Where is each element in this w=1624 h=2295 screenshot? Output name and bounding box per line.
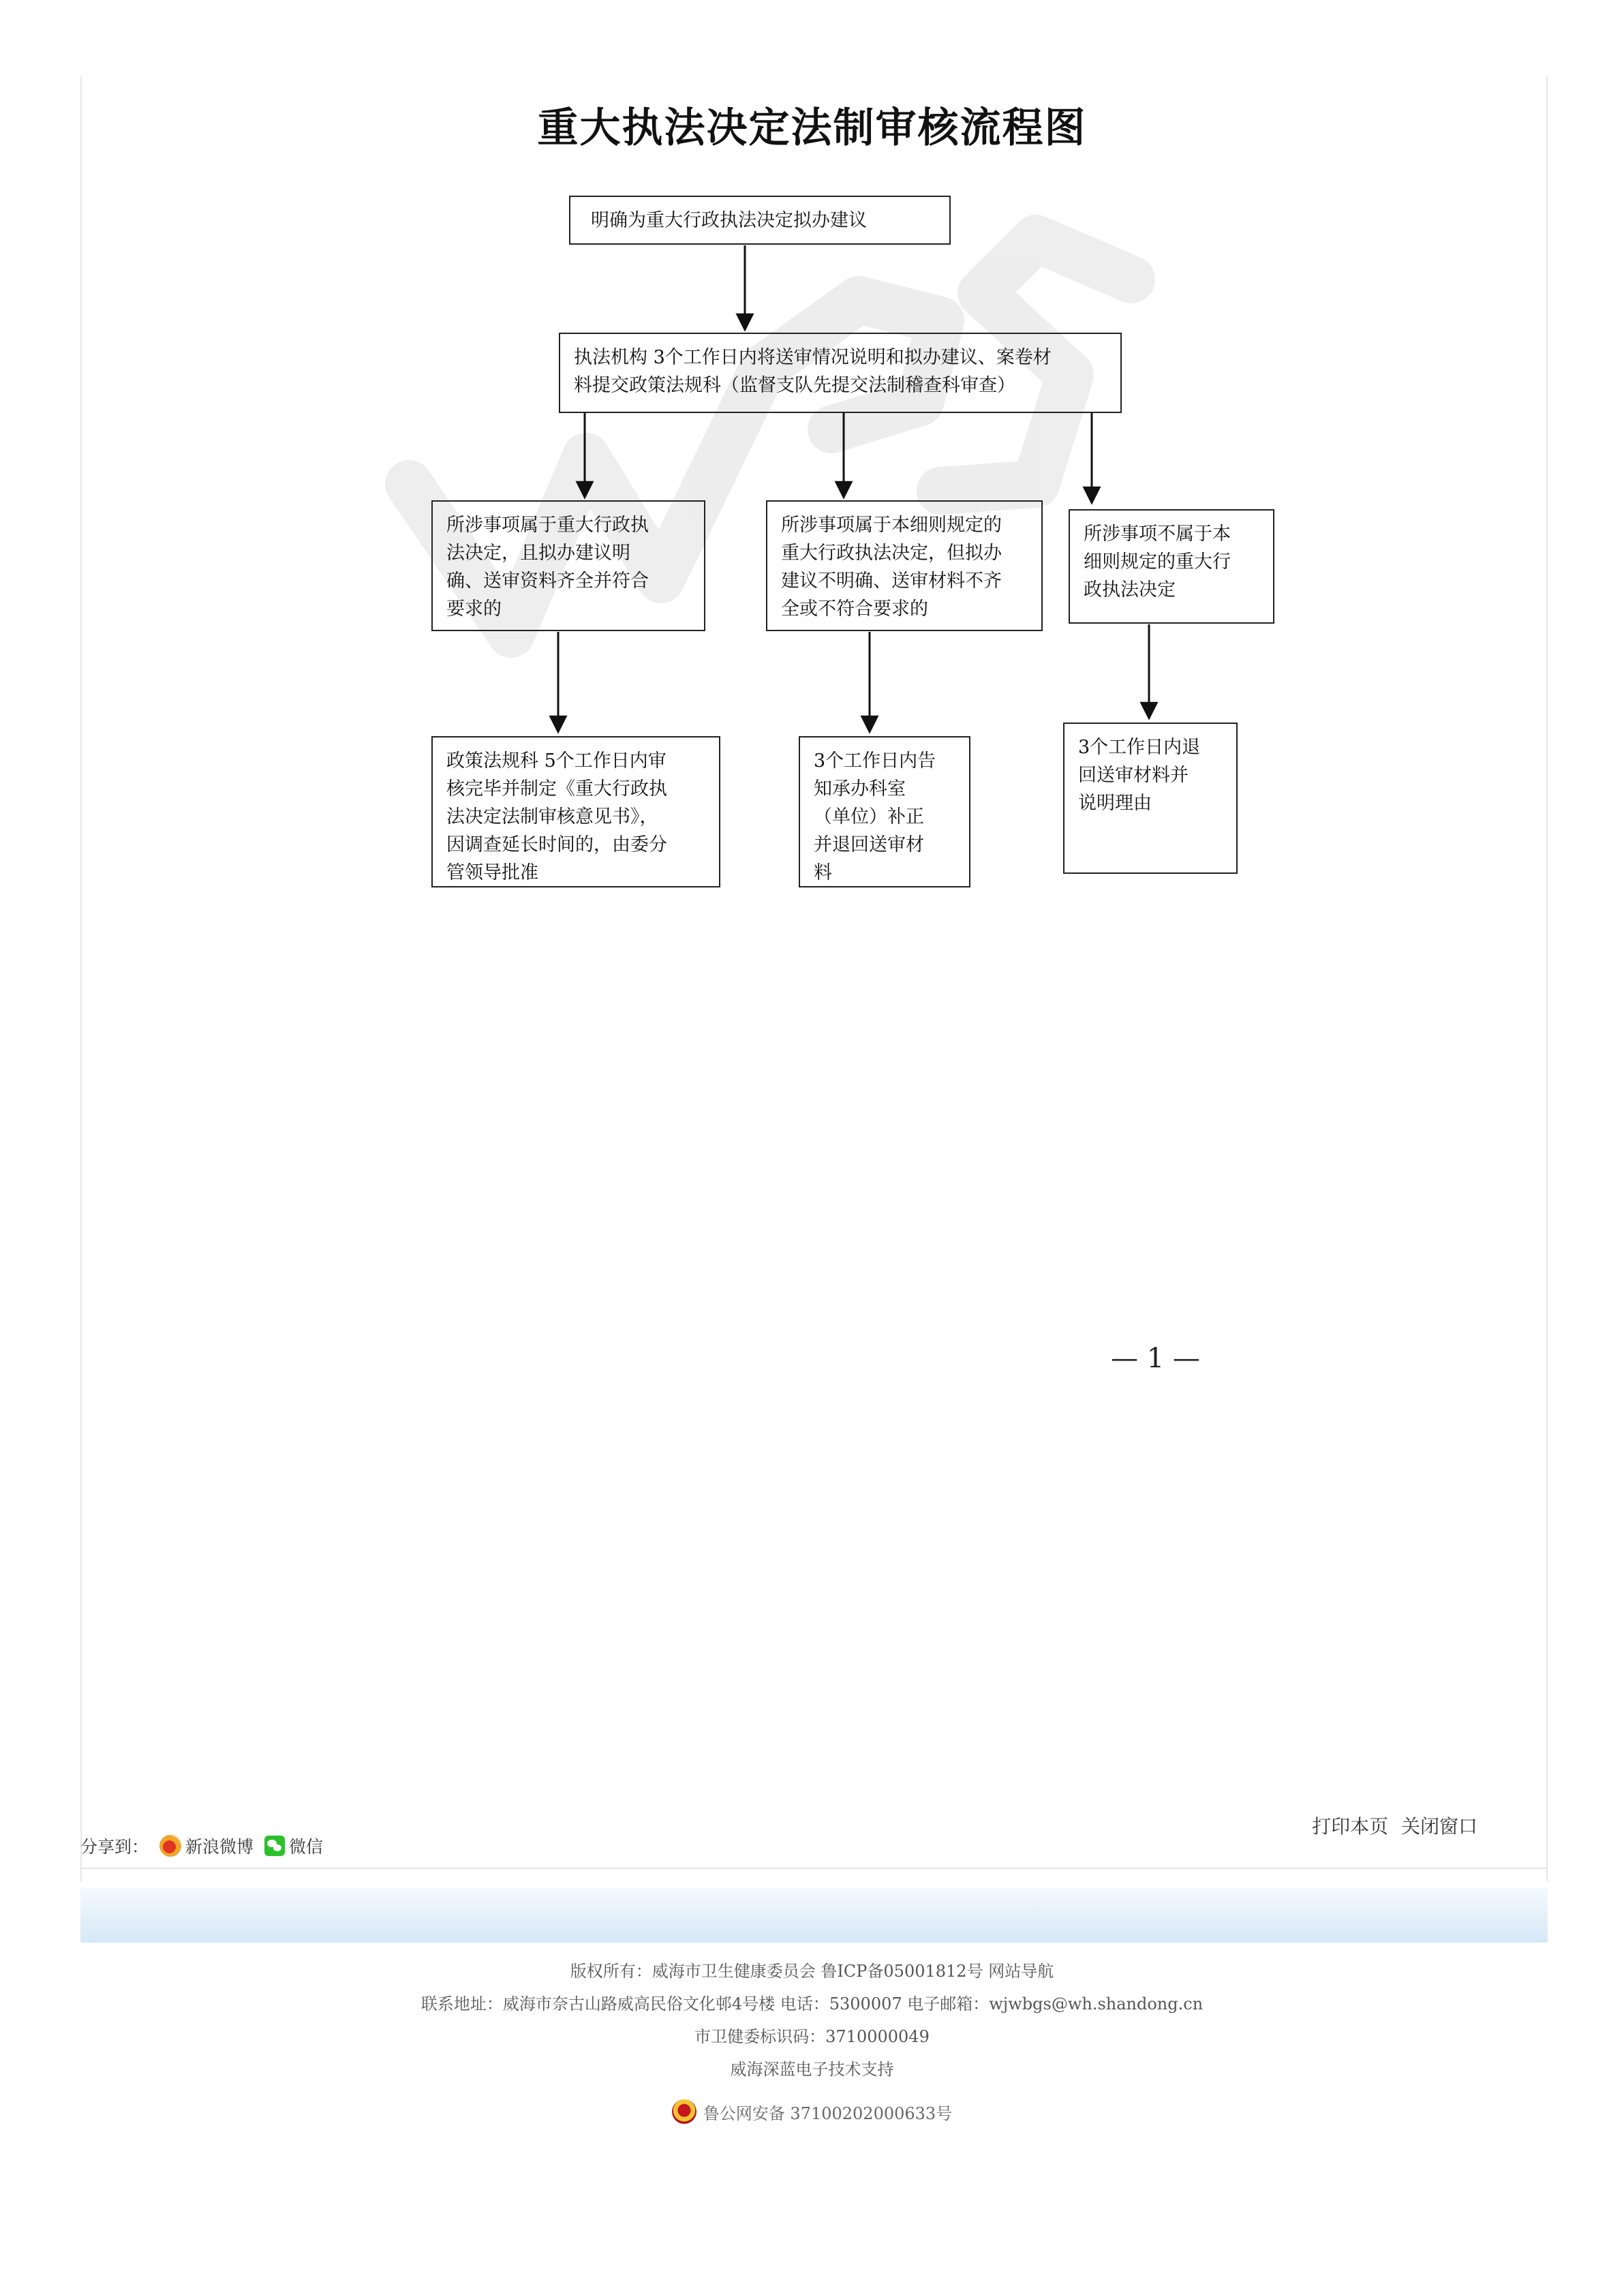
page-actions bbox=[1305, 1812, 1477, 1839]
site-footer bbox=[0, 1955, 1624, 2086]
close-window-link[interactable]: 关闭窗口 bbox=[1400, 1815, 1477, 1838]
police-record-text: 鲁公网安备 37100202000633号 bbox=[703, 2103, 953, 2123]
page-title: 重大执法决定法制审核流程图 bbox=[537, 104, 1087, 152]
flow-node-result-c: 3个工作日内退 回送审材料并 说明理由 bbox=[1063, 723, 1238, 874]
wechat-icon bbox=[264, 1836, 285, 1856]
flow-node-submit: 执法机构 3个工作日内将送审情况说明和拟办建议、案卷材 料提交政策法规科（监督支队先提交法制稽查科审查） bbox=[559, 333, 1122, 413]
footer-copyright: 版权所有：威海市卫生健康委员会 鲁ICP备05001812号 网站导航 bbox=[570, 1962, 1054, 1981]
footer-contact: 联系地址：威海市奈古山路威高民俗文化邨4号楼 电话：5300007 电子邮箱：wjwbgs@wh.shandong.cn bbox=[420, 1994, 1204, 2013]
flow-node-result-b: 3个工作日内告 知承办科室 （单位）补正 并退回送审材 料 bbox=[799, 736, 970, 887]
flow-node-branch-a: 所涉事项属于重大行政执 法决定，且拟办建议明 确、送审资料齐全并符合 要求的 bbox=[431, 500, 705, 631]
share-wechat-label: 微信 bbox=[289, 1837, 324, 1857]
footer-tech-support: 威海深蓝电子技术支持 bbox=[730, 2060, 894, 2079]
print-page-link[interactable]: 打印本页 bbox=[1312, 1815, 1389, 1838]
weibo-icon bbox=[159, 1835, 181, 1857]
flow-node-result-a: 政策法规科 5个工作日内审 核完毕并制定《重大行政执 法决定法制审核意见书》， 因调查延长时间的，由委分 管领导批准 bbox=[431, 736, 720, 887]
share-label: 分享到： bbox=[80, 1837, 149, 1857]
flow-node-branch-b: 所涉事项属于本细则规定的 重大行政执法决定，但拟办 建议不明确、送审材料不齐 全或不符合要求的 bbox=[766, 500, 1043, 631]
page-number: — 1 — bbox=[1111, 1343, 1200, 1374]
share-bar bbox=[80, 1834, 323, 1858]
police-badge-icon bbox=[672, 2099, 696, 2124]
share-weibo-label: 新浪微博 bbox=[185, 1837, 254, 1857]
flow-node-branch-c: 所涉事项不属于本 细则规定的重大行 政执法决定 bbox=[1069, 509, 1274, 624]
footer-band bbox=[80, 1888, 1548, 1943]
footer-divider bbox=[80, 1868, 1548, 1869]
police-record[interactable] bbox=[0, 2099, 1624, 2124]
share-wechat-button[interactable] bbox=[264, 1834, 323, 1858]
footer-site-code: 市卫健委标识码：3710000049 bbox=[694, 2027, 930, 2046]
share-weibo-button[interactable] bbox=[159, 1834, 254, 1858]
flow-node-start: 明确为重大行政执法决定拟办建议 bbox=[569, 196, 951, 245]
